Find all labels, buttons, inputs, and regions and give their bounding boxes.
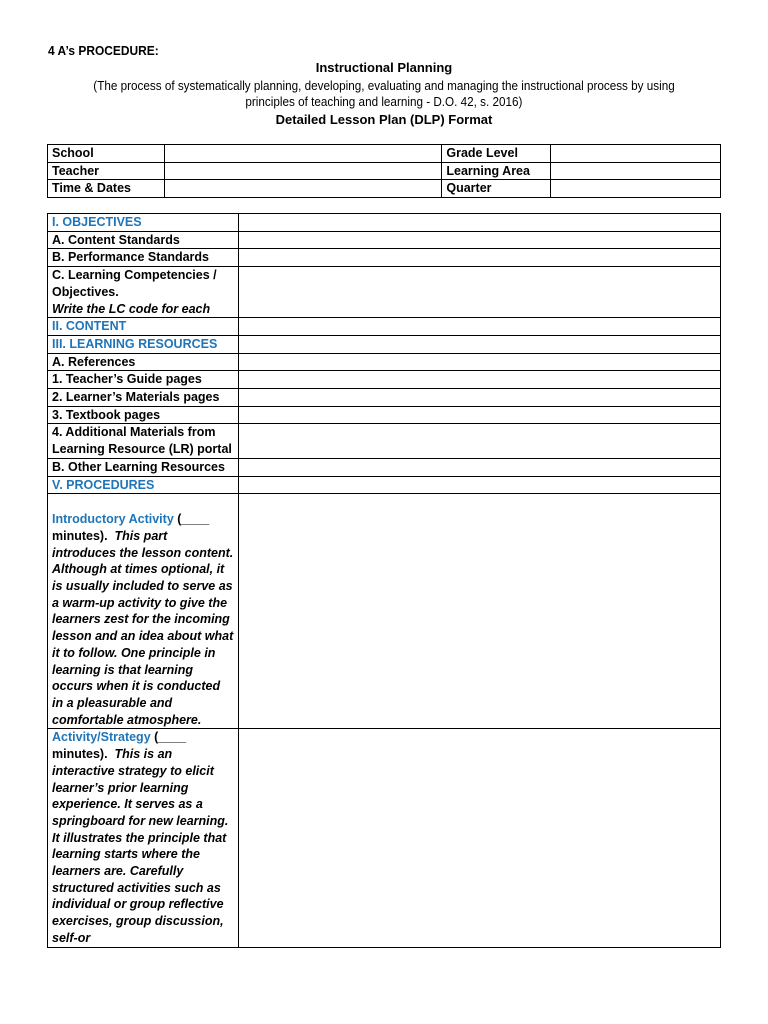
learning-competencies-field[interactable]: [238, 267, 720, 318]
info-table: [47, 144, 721, 198]
doc-title: Instructional Planning: [315, 60, 453, 75]
procedure-title: 4 A’s PROCEDURE:: [48, 43, 159, 58]
other-resources-label: B. Other Learning Resources: [48, 458, 239, 476]
content-field[interactable]: [238, 318, 720, 336]
row-introductory-activity: [48, 494, 721, 729]
introductory-activity-description: This part introduces the lesson content. Although at times optional, it is usually included to serve as a warm-up activity to give the learners zest for the incoming lesson and an idea about what it to follow. One principle in learning is that learning occurs when it is conducted in a pleasurable and comfortable atmosphere.: [52, 528, 234, 727]
row-content: [48, 318, 721, 336]
school-label: School: [48, 145, 165, 163]
row-other-resources: [48, 458, 721, 476]
row-teachers-guide: [48, 371, 721, 389]
description-line-1: (The process of systematically planning, developing, evaluating and managing the instructional process by using: [93, 77, 675, 93]
learning-resources-field[interactable]: [238, 335, 720, 353]
teachers-guide-field[interactable]: [238, 371, 720, 389]
row-learning-competencies: [48, 267, 721, 318]
row-objectives: [48, 214, 721, 232]
content-standards-label: A. Content Standards: [48, 231, 239, 249]
info-row-school: [48, 145, 721, 163]
quarter-label: Quarter: [442, 180, 551, 198]
row-references: [48, 353, 721, 371]
document-header: [40, 60, 728, 128]
teacher-label: Teacher: [48, 162, 165, 180]
introductory-activity-label: Introductory Activity: [52, 512, 174, 527]
learners-materials-field[interactable]: [238, 389, 720, 407]
row-procedures: [48, 476, 721, 494]
objectives-field[interactable]: [238, 214, 720, 232]
introductory-activity-minutes: (____ minutes).: [52, 512, 210, 543]
row-additional-materials: [48, 424, 721, 458]
performance-standards-label: B. Performance Standards: [48, 249, 239, 267]
textbook-pages-field[interactable]: [238, 406, 720, 424]
description-line-2: principles of teaching and learning - D.O. 42, s. 2016): [245, 94, 523, 109]
other-resources-field[interactable]: [238, 458, 720, 476]
learning-competencies-label: C. Learning Competencies / Objectives.: [52, 268, 217, 299]
activity-strategy-cell: [48, 729, 239, 947]
additional-materials-field[interactable]: [238, 424, 720, 458]
learning-resources-heading: III. LEARNING RESOURCES: [48, 335, 239, 353]
introductory-activity-cell: [48, 494, 239, 729]
activity-strategy-description: This is an interactive strategy to elicit learner’s prior learning experience. It serves as a springboard for new learning. It illustrates the principle that learning starts where the learners are. Carefully structured activities such as individual or group reflective exercises, group discussion, self-or: [52, 747, 229, 945]
additional-materials-label: 4. Additional Materials from Learning Resource (LR) portal: [48, 424, 239, 458]
references-label: A. References: [48, 353, 239, 371]
textbook-pages-label: 3. Textbook pages: [48, 406, 239, 424]
grade-level-field[interactable]: [551, 145, 721, 163]
teachers-guide-label: 1. Teacher’s Guide pages: [48, 371, 239, 389]
learning-area-label: Learning Area: [442, 162, 551, 180]
lc-code-note: Write the LC code for each: [52, 301, 211, 316]
references-field[interactable]: [238, 353, 720, 371]
learning-area-field[interactable]: [551, 162, 721, 180]
activity-strategy-field[interactable]: [238, 729, 720, 947]
performance-standards-field[interactable]: [238, 249, 720, 267]
school-field[interactable]: [164, 145, 442, 163]
teacher-field[interactable]: [164, 162, 442, 180]
introductory-activity-field[interactable]: [238, 494, 720, 729]
row-learners-materials: [48, 389, 721, 407]
procedures-field[interactable]: [238, 476, 720, 494]
time-dates-label: Time & Dates: [48, 180, 165, 198]
row-content-standards: [48, 231, 721, 249]
content-standards-field[interactable]: [238, 231, 720, 249]
format-title: Detailed Lesson Plan (DLP) Format: [275, 111, 493, 127]
time-dates-field[interactable]: [164, 180, 442, 198]
activity-strategy-minutes: (____ minutes).: [52, 730, 187, 762]
procedures-heading: V. PROCEDURES: [48, 476, 239, 494]
objectives-heading: I. OBJECTIVES: [48, 214, 239, 232]
activity-strategy-label: Activity/Strategy: [52, 730, 151, 745]
row-learning-resources: [48, 335, 721, 353]
row-performance-standards: [48, 249, 721, 267]
content-heading: II. CONTENT: [48, 318, 239, 336]
learners-materials-label: 2. Learner’s Materials pages: [48, 389, 239, 407]
row-activity-strategy: [48, 729, 721, 947]
description: [40, 78, 728, 111]
info-row-teacher: [48, 162, 721, 180]
learning-competencies-cell: [48, 267, 239, 318]
grade-level-label: Grade Level: [442, 145, 551, 163]
row-textbook-pages: [48, 406, 721, 424]
info-row-time: [48, 180, 721, 198]
quarter-field[interactable]: [551, 180, 721, 198]
lesson-plan-table: [47, 213, 721, 948]
